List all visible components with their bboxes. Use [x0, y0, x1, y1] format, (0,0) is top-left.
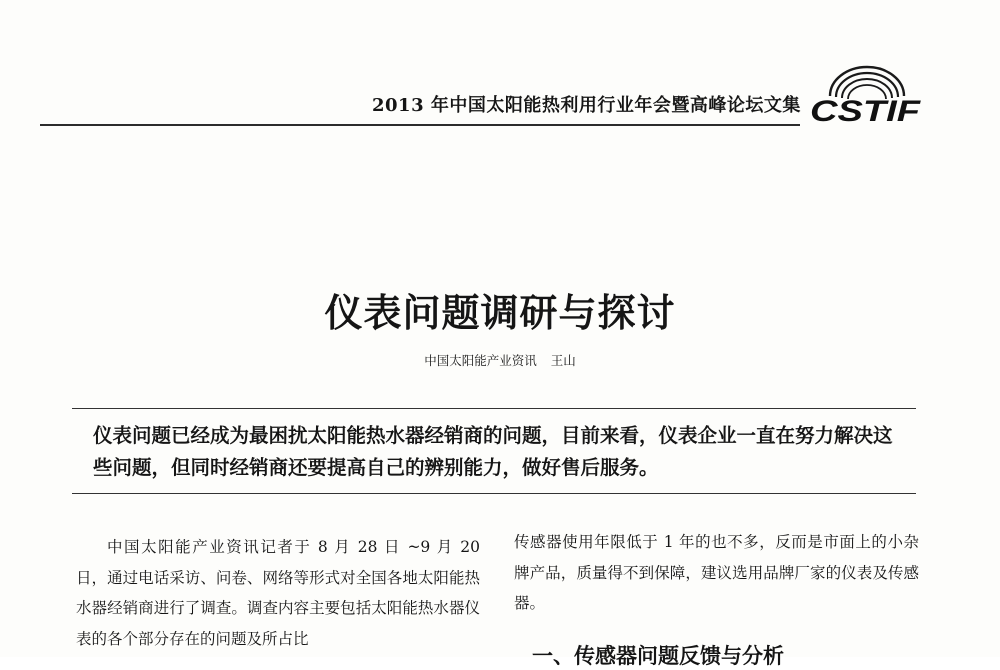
- body-left-column: [76, 532, 480, 655]
- section-heading: 一、传感器问题反馈与分析: [532, 643, 784, 668]
- body-paragraph: 中国太阳能产业资讯记者于 8 月 28 日 ~9 月 20 日，通过电话采访、问卷、网络等形式对全国各地太阳能热水器经销商进行了调查。调查内容主要包括太阳能热水器仪表的各个部分存在的问题及所占比: [76, 538, 480, 649]
- abstract-bottom-rule: [72, 493, 916, 494]
- proceedings-title: 2013 年中国太阳能热利用行业年会暨高峰论坛文集: [372, 95, 801, 116]
- abstract-text: 仪表问题已经成为最困扰太阳能热水器经销商的问题，目前来看，仪表企业一直在努力解决这些问题，但同时经销商还要提高自己的辨别能力，做好售后服务。: [93, 424, 893, 479]
- article-title: 仪表问题调研与探讨: [324, 290, 676, 335]
- author-affiliation: 中国太阳能产业资讯: [424, 353, 537, 368]
- byline: [0, 351, 1000, 369]
- abstract-top-rule: [72, 408, 916, 409]
- logo-text: CSTIF: [810, 95, 921, 128]
- header-rule: [40, 124, 800, 126]
- author-name: 王山: [550, 353, 576, 368]
- body-right-column: [514, 527, 919, 619]
- cstif-logo: [808, 56, 924, 130]
- body-paragraph: 传感器使用年限低于 1 年的也不多，反而是市面上的小杂牌产品，质量得不到保障，建议选用品牌厂家的仪表及传感器。: [514, 533, 919, 613]
